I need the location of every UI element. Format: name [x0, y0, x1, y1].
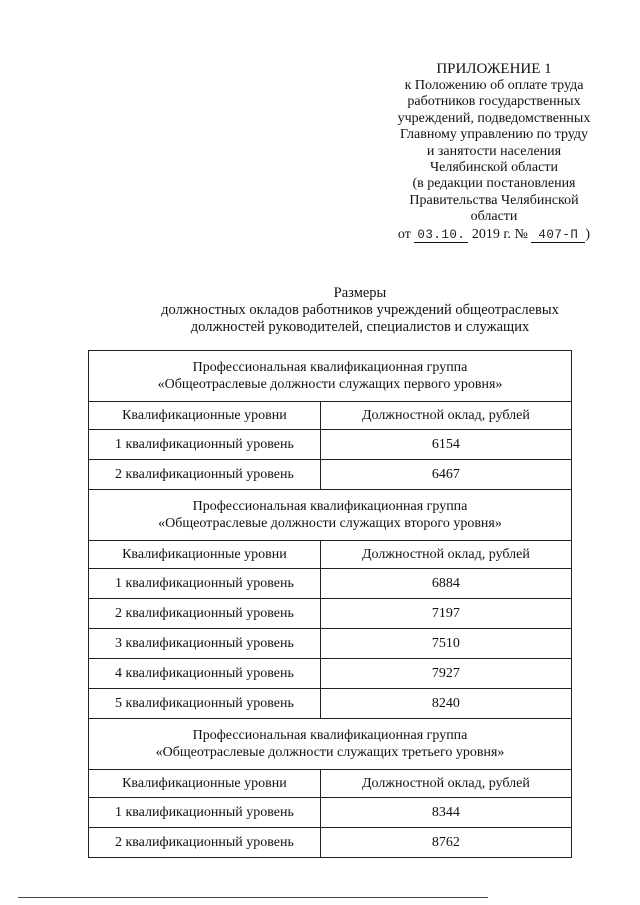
salary-cell: 6467: [320, 460, 571, 490]
salary-table: [88, 350, 572, 858]
column-header-level: Квалификационные уровни: [89, 770, 321, 798]
salary-cell: 7510: [320, 629, 571, 659]
group-header-row: [89, 351, 572, 402]
level-cell: 4 квалификационный уровень: [89, 659, 321, 689]
group-title: Профессиональная квалификационная группа: [192, 499, 468, 514]
salary-cell: 6884: [320, 569, 571, 599]
level-cell: 1 квалификационный уровень: [89, 569, 321, 599]
resolution-date-line: [372, 227, 616, 243]
header-line: Главному управлению по труду: [399, 127, 589, 143]
year-text: 2019 г. №: [471, 226, 528, 242]
header-line: к Положению об оплате труда: [404, 78, 584, 93]
appendix-header: [372, 61, 616, 243]
table-row: [89, 798, 572, 828]
group-header-row: [89, 719, 572, 770]
group-subtitle: «Общеотраслевые должности служащих первого уровня»: [157, 377, 503, 392]
level-cell: 1 квалификационный уровень: [89, 798, 321, 828]
group-title-cell: [89, 490, 572, 541]
level-cell: 1 квалификационный уровень: [89, 430, 321, 460]
header-line: области: [470, 209, 518, 225]
resolution-date: 03.10.: [414, 229, 468, 243]
salary-cell: 7927: [320, 659, 571, 689]
level-cell: 2 квалификационный уровень: [89, 599, 321, 629]
header-line: Правительства Челябинской: [409, 192, 579, 208]
group-title: Профессиональная квалификационная группа: [192, 360, 468, 375]
column-header-salary: Должностной оклад, рублей: [320, 402, 571, 430]
group-header-row: [89, 490, 572, 541]
group-title-cell: [89, 719, 572, 770]
table-row: [89, 659, 572, 689]
table-row: [89, 569, 572, 599]
salary-cell: 8762: [320, 828, 571, 858]
title-line-2: должностных окладов работников учреждений общеотраслевых: [161, 302, 559, 318]
level-cell: 2 квалификационный уровень: [89, 828, 321, 858]
level-cell: 3 квалификационный уровень: [89, 629, 321, 659]
document-title: [60, 285, 640, 336]
appendix-title: ПРИЛОЖЕНИЕ 1: [436, 61, 552, 77]
closing-paren: ): [585, 226, 591, 242]
salary-cell: 8344: [320, 798, 571, 828]
group-title: Профессиональная квалификационная группа: [192, 728, 468, 743]
table-row: [89, 828, 572, 858]
level-cell: 2 квалификационный уровень: [89, 460, 321, 490]
column-header-row: [89, 541, 572, 569]
group-subtitle: «Общеотраслевые должности служащих второго уровня»: [158, 516, 502, 531]
group-title-cell: [89, 351, 572, 402]
title-line-3: должностей руководителей, специалистов и служащих: [190, 319, 530, 335]
header-line: учреждений, подведомственных: [397, 110, 591, 126]
table-row: [89, 599, 572, 629]
header-line: Челябинской области: [430, 160, 558, 176]
table-row: [89, 430, 572, 460]
level-cell: 5 квалификационный уровень: [89, 689, 321, 719]
column-header-row: [89, 402, 572, 430]
date-prefix: от: [397, 226, 411, 242]
table-row: [89, 689, 572, 719]
salary-cell: 8240: [320, 689, 571, 719]
table-row: [89, 460, 572, 490]
resolution-number: 407-П: [531, 229, 585, 243]
column-header-salary: Должностной оклад, рублей: [320, 541, 571, 569]
title-line-1: Размеры: [333, 285, 387, 301]
salary-cell: 6154: [320, 430, 571, 460]
header-line: работников государственных: [407, 94, 581, 110]
header-line: и занятости населения: [426, 143, 562, 159]
column-header-salary: Должностной оклад, рублей: [320, 770, 571, 798]
table-row: [89, 629, 572, 659]
column-header-level: Квалификационные уровни: [89, 541, 321, 569]
group-subtitle: «Общеотраслевые должности служащих третьего уровня»: [155, 745, 505, 760]
column-header-level: Квалификационные уровни: [89, 402, 321, 430]
header-line: (в редакции постановления: [412, 176, 576, 192]
salary-cell: 7197: [320, 599, 571, 629]
column-header-row: [89, 770, 572, 798]
footer-divider: [18, 897, 488, 898]
